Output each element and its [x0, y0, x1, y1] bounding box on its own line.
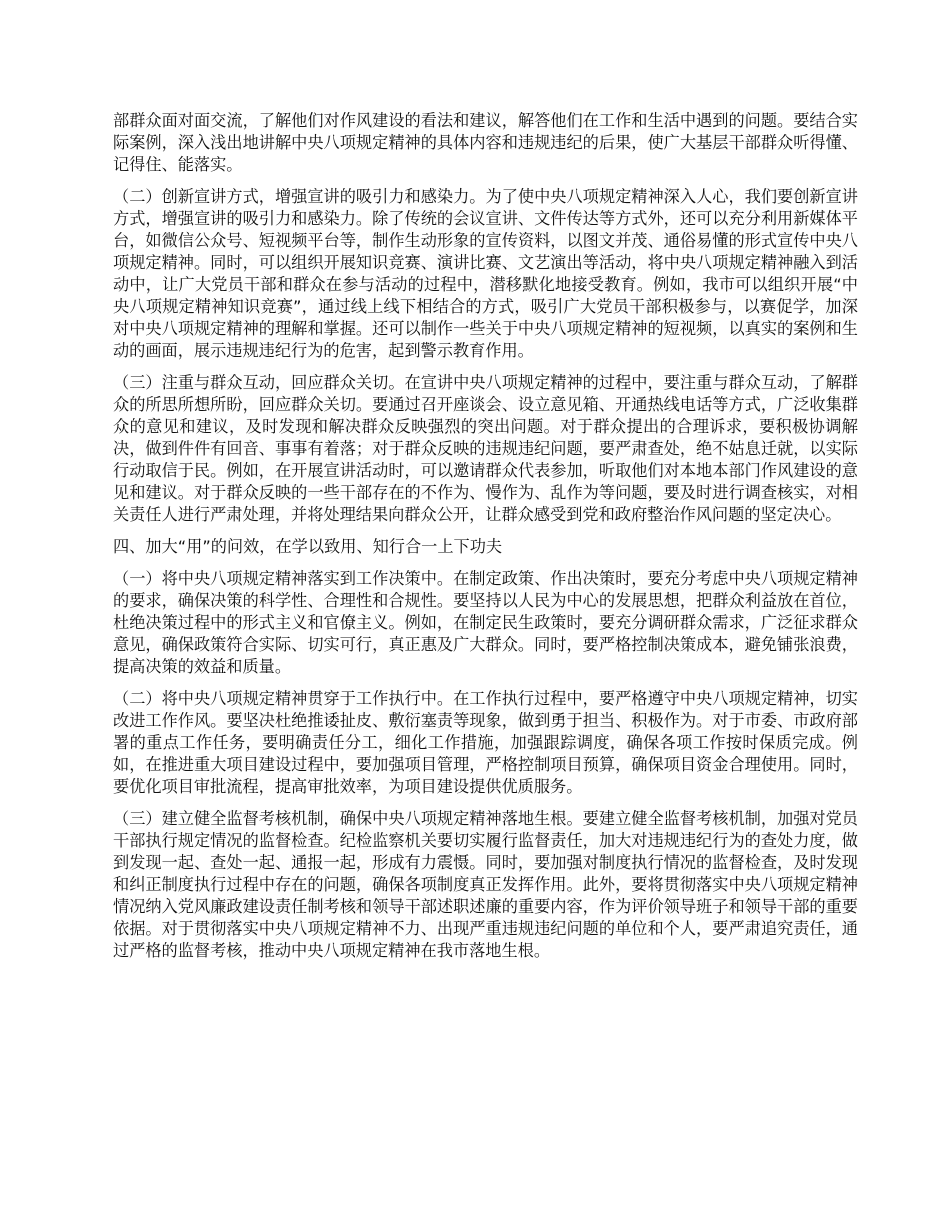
paragraph-intro-continuation: 部群众面对面交流，了解他们对作风建设的看法和建议，解答他们在工作和生活中遇到的问题。要结合实际案例，深入浅出地讲解中央八项规定精神的具体内容和违规违纪的后果，使广大基层干部群众听得懂、记得住、能落实。 [113, 111, 858, 174]
section-heading: 四、加大“用”的问效，在学以致用、知行合一上下功夫 [113, 537, 503, 556]
paragraph-public-interaction: （三）注重与群众互动，回应群众关切。在宣讲中央八项规定精神的过程中，要注重与群众互动，了解群众的所思所想所盼，回应群众关切。要通过召开座谈会、设立意见箱、开通热线电话等方式，广泛收集群众的意见和建议，及时发现和解决群众反映强烈的突出问题。对于群众提出的合理诉求，要积极协调解决，做到件件有回音、事事有着落；对于群众反映的违规违纪问题，要严肃查处，绝不姑息迁就，以实际行动取信于民。例如，在开展宣讲活动时，可以邀请群众代表参加，听取他们对本地本部门作风建设的意见和建议。对于群众反映的一些干部存在的不作为、慢作为、乱作为等问题，要及时进行调查核实，对相关责任人进行严肃处理，并将处理结果向群众公开，让群众感受到党和政府整治作风问题的坚定决心。 [113, 373, 858, 524]
document-body [113, 110, 858, 972]
paragraph-innovate-methods: （二）创新宣讲方式，增强宣讲的吸引力和感染力。为了使中央八项规定精神深入人心，我们要创新宣讲方式，增强宣讲的吸引力和感染力。除了传统的会议宣讲、文件传达等方式外，还可以充分利用新媒体平台，如微信公众号、短视频平台等，制作生动形象的宣传资料，以图文并茂、通俗易懂的形式宣传中央八项规定精神。同时，可以组织开展知识竞赛、演讲比赛、文艺演出等活动，将中央八项规定精神融入到活动中，让广大党员干部和群众在参与活动的过程中，潜移默化地接受教育。例如，我市可以组织开展“中央八项规定精神知识竞赛”，通过线上线下相结合的方式，吸引广大党员干部积极参与，以赛促学，加深对中央八项规定精神的理解和掌握。还可以制作一些关于中央八项规定精神的短视频，以真实的案例和生动的画面，展示违规违纪行为的危害，起到警示教育作用。 [113, 187, 858, 360]
paragraph-decision-making: （一）将中央八项规定精神落实到工作决策中。在制定政策、作出决策时，要充分考虑中央八项规定精神的要求，确保决策的科学性、合理性和合规性。要坚持以人民为中心的发展思想，把群众利益放在首位，杜绝决策过程中的形式主义和官僚主义。例如，在制定民生政策时，要充分调研群众需求，广泛征求群众意见，确保政策符合实际、切实可行，真正惠及广大群众。同时，要严格控制决策成本，避免铺张浪费，提高决策的效益和质量。 [113, 569, 858, 676]
paragraph-supervision: （三）建立健全监督考核机制，确保中央八项规定精神落地生根。要建立健全监督考核机制，加强对党员干部执行规定情况的监督检查。纪检监察机关要切实履行监督责任，加大对违规违纪行为的查处力度，做到发现一起、查处一起、通报一起，形成有力震慑。同时，要加强对制度执行情况的监督检查，及时发现和纠正制度执行过程中存在的问题，确保各项制度真正发挥作用。此外，要将贯彻落实中央八项规定精神情况纳入党风廉政建设责任制考核和领导干部述职述廉的重要内容，作为评价领导班子和领导干部的重要依据。对于贯彻落实中央八项规定精神不力、出现严重违规违纪问题的单位和个人，要严肃追究责任，通过严格的监督考核，推动中央八项规定精神在我市落地生根。 [113, 809, 858, 960]
paragraph-work-execution: （二）将中央八项规定精神贯穿于工作执行中。在工作执行过程中，要严格遵守中央八项规定精神，切实改进工作作风。要坚决杜绝推诿扯皮、敷衍塞责等现象，做到勇于担当、积极作为。对于市委、市政府部署的重点工作任务，要明确责任分工，细化工作措施，加强跟踪调度，确保各项工作按时保质完成。例如，在推进重大项目建设过程中，要加强项目管理，严格控制项目预算，确保项目资金合理使用。同时，要优化项目审批流程，提高审批效率，为项目建设提供优质服务。 [113, 689, 858, 796]
